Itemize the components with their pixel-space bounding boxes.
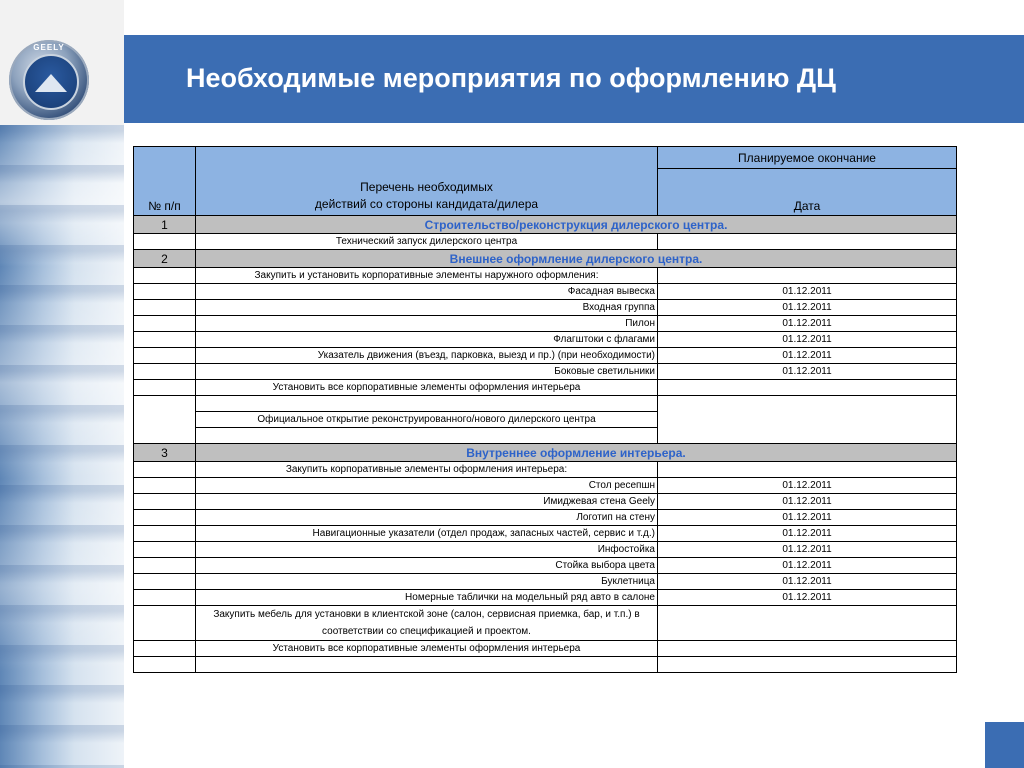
num-cell (134, 590, 196, 606)
table-row (134, 380, 957, 396)
table-row (134, 526, 957, 542)
table-row (134, 494, 957, 510)
section-row (134, 444, 957, 462)
table-row (134, 234, 957, 250)
num-cell (134, 606, 196, 641)
num-cell (134, 526, 196, 542)
header-list-line2: действий со стороны кандидата/дилера (314, 197, 539, 211)
table-row (134, 574, 957, 590)
table-row (134, 332, 957, 348)
table-row (134, 542, 957, 558)
date-cell: 01.12.2011 (658, 494, 957, 510)
date-cell: 01.12.2011 (658, 590, 957, 606)
logo-emblem (23, 54, 79, 110)
table-row (134, 268, 957, 284)
date-cell: 01.12.2011 (658, 364, 957, 380)
table-row (134, 606, 957, 641)
date-cell: 01.12.2011 (658, 510, 957, 526)
table-row (134, 316, 957, 332)
num-cell (134, 478, 196, 494)
table-row (134, 657, 957, 673)
mountain-icon (35, 74, 67, 92)
num-cell (134, 332, 196, 348)
date-cell (658, 606, 957, 641)
header-list-line1: Перечень необходимых (360, 180, 493, 194)
section-title: Внутреннее оформление интерьера. (196, 444, 957, 462)
action-cell: Входная группа (196, 300, 658, 316)
section-row (134, 250, 957, 268)
date-cell: 01.12.2011 (658, 558, 957, 574)
table-row (134, 510, 957, 526)
measures-table-container (133, 146, 956, 673)
date-cell: 01.12.2011 (658, 348, 957, 364)
num-cell (134, 558, 196, 574)
measures-table (133, 146, 957, 673)
date-cell (658, 380, 957, 396)
action-cell: Закупить корпоративные элементы оформления интерьера: (196, 462, 658, 478)
action-cell: Официальное открытие реконструированного/нового дилерского центра (196, 412, 658, 428)
date-cell (658, 268, 957, 284)
section-row (134, 216, 957, 234)
date-cell: 01.12.2011 (658, 316, 957, 332)
action-cell: Пилон (196, 316, 658, 332)
num-cell (134, 364, 196, 380)
date-cell: 01.12.2011 (658, 526, 957, 542)
action-cell: Технический запуск дилерского центра (196, 234, 658, 250)
action-cell (196, 396, 658, 412)
table-row (134, 462, 957, 478)
num-cell (134, 396, 196, 444)
section-num: 3 (134, 444, 196, 462)
corner-decoration (985, 722, 1024, 768)
header-date: Дата (658, 169, 957, 216)
date-cell: 01.12.2011 (658, 332, 957, 348)
logo-area (0, 0, 124, 125)
date-cell (658, 462, 957, 478)
date-cell: 01.12.2011 (658, 284, 957, 300)
header-row-1 (134, 147, 957, 169)
num-cell (134, 268, 196, 284)
table-row (134, 590, 957, 606)
num-cell (134, 348, 196, 364)
table-row (134, 300, 957, 316)
num-cell (134, 284, 196, 300)
date-cell: 01.12.2011 (658, 574, 957, 590)
action-cell (196, 657, 658, 673)
table-row (134, 478, 957, 494)
num-cell (134, 380, 196, 396)
section-num: 1 (134, 216, 196, 234)
action-cell: Стойка выбора цвета (196, 558, 658, 574)
decorative-side-strip (0, 125, 124, 768)
action-cell (196, 428, 658, 444)
num-cell (134, 641, 196, 657)
num-cell (134, 542, 196, 558)
action-cell: Флагштоки с флагами (196, 332, 658, 348)
section-num: 2 (134, 250, 196, 268)
action-cell: Установить все корпоративные элементы оформления интерьера (196, 641, 658, 657)
action-cell: Указатель движения (въезд, парковка, выезд и пр.) (при необходимости) (196, 348, 658, 364)
date-cell (658, 657, 957, 673)
action-cell: Инфостойка (196, 542, 658, 558)
date-cell (658, 396, 957, 444)
date-cell (658, 234, 957, 250)
table-row (134, 641, 957, 657)
header-list (196, 147, 658, 216)
num-cell (134, 574, 196, 590)
action-cell: Буклетница (196, 574, 658, 590)
num-cell (134, 510, 196, 526)
num-cell (134, 234, 196, 250)
table-row (134, 284, 957, 300)
action-cell: Закупить и установить корпоративные элементы наружного оформления: (196, 268, 658, 284)
action-cell: Навигационные указатели (отдел продаж, запасных частей, сервис и т.д.) (196, 526, 658, 542)
num-cell (134, 316, 196, 332)
action-cell: Фасадная вывеска (196, 284, 658, 300)
table-row (134, 558, 957, 574)
section-title: Строительство/реконструкция дилерского центра. (196, 216, 957, 234)
table-row (134, 396, 957, 412)
header-bar (124, 35, 1024, 123)
action-cell: Стол ресепшн (196, 478, 658, 494)
header-num: № п/п (134, 147, 196, 216)
table-row (134, 348, 957, 364)
action-cell: Логотип на стену (196, 510, 658, 526)
num-cell (134, 462, 196, 478)
num-cell (134, 494, 196, 510)
action-cell: Закупить мебель для установки в клиентской зоне (салон, сервисная приемка, бар, и т.п.) в соответствии со спецификацией и проектом. (196, 606, 658, 641)
page-title: Необходимые мероприятия по оформлению ДЦ (186, 63, 836, 93)
top-margin (124, 0, 1024, 35)
geely-logo-icon (9, 40, 89, 120)
table-row (134, 364, 957, 380)
header-plan: Планируемое окончание (658, 147, 957, 169)
num-cell (134, 657, 196, 673)
action-cell: Номерные таблички на модельный ряд авто в салоне (196, 590, 658, 606)
action-cell: Установить все корпоративные элементы оформления интерьера (196, 380, 658, 396)
num-cell (134, 300, 196, 316)
date-cell: 01.12.2011 (658, 300, 957, 316)
date-cell (658, 641, 957, 657)
date-cell: 01.12.2011 (658, 542, 957, 558)
logo-text: GEELY (33, 43, 65, 52)
date-cell: 01.12.2011 (658, 478, 957, 494)
action-cell: Боковые светильники (196, 364, 658, 380)
action-cell: Имиджевая стена Geely (196, 494, 658, 510)
section-title: Внешнее оформление дилерского центра. (196, 250, 957, 268)
